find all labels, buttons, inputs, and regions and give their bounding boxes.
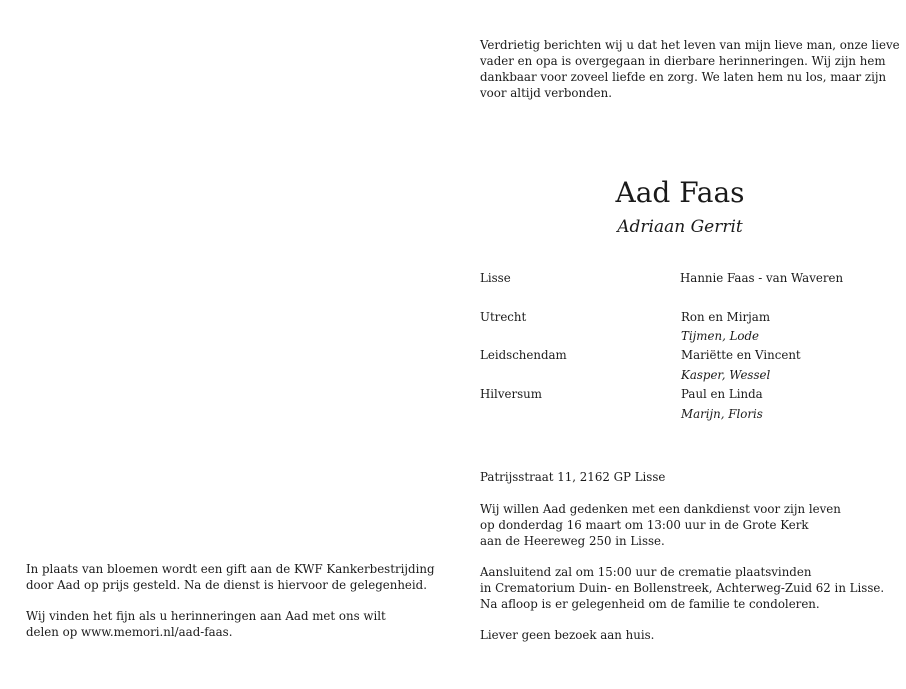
family-members: Mariëtte en Vincent — [681, 348, 801, 362]
family-members: Paul en Linda — [681, 387, 763, 401]
family-members: Hannie Faas - van Waveren — [680, 271, 844, 285]
service-paragraph — [480, 501, 841, 549]
family-children: Marijn, Floris — [681, 407, 763, 421]
family-place: Utrecht — [480, 310, 527, 324]
cremation-line: Na afloop is er gelegenheid om de familie te condoleren. — [480, 597, 820, 611]
no-visit-note: Liever geen bezoek aan huis. — [480, 628, 655, 642]
cremation-line: Aansluitend zal om 15:00 uur de crematie plaatsvinden — [480, 565, 812, 579]
family-place: Leidschendam — [480, 348, 567, 362]
memories-line: delen op www.memori.nl/aad-faas. — [26, 625, 233, 639]
cremation-line: in Crematorium Duin- en Bollenstreek, Achterweg-Zuid 62 in Lisse. — [480, 581, 885, 595]
memories-line: Wij vinden het fijn als u herinneringen aan Aad met ons wilt — [26, 609, 386, 623]
intro-line: vader en opa is overgegaan in dierbare herinneringen. Wij zijn hem — [480, 54, 886, 68]
family-members: Ron en Mirjam — [681, 310, 771, 324]
service-line: aan de Heereweg 250 in Lisse. — [480, 534, 665, 548]
intro-line: dankbaar voor zoveel liefde en zorg. We laten hem nu los, maar zijn — [480, 70, 887, 84]
family-place: Hilversum — [480, 387, 542, 401]
donation-line: door Aad op prijs gesteld. Na de dienst is hiervoor de gelegenheid. — [26, 578, 427, 592]
intro-line: voor altijd verbonden. — [480, 86, 612, 100]
intro-line: Verdrietig berichten wij u dat het leven van mijn lieve man, onze lieve — [480, 38, 900, 52]
donation-paragraph — [26, 561, 435, 593]
deceased-full-name: Adriaan Gerrit — [617, 217, 743, 237]
service-line: op donderdag 16 maart om 13:00 uur in de Grote Kerk — [480, 518, 809, 532]
cremation-paragraph — [480, 564, 884, 612]
family-children: Kasper, Wessel — [681, 368, 771, 382]
family-place: Lisse — [480, 271, 511, 285]
memories-paragraph — [26, 608, 386, 640]
address: Patrijsstraat 11, 2162 GP Lisse — [480, 470, 666, 484]
service-line: Wij willen Aad gedenken met een dankdienst voor zijn leven — [480, 502, 841, 516]
intro-paragraph — [480, 37, 900, 101]
deceased-name: Aad Faas — [615, 176, 745, 209]
donation-line: In plaats van bloemen wordt een gift aan de KWF Kankerbestrijding — [26, 562, 435, 576]
family-children: Tijmen, Lode — [681, 329, 760, 343]
